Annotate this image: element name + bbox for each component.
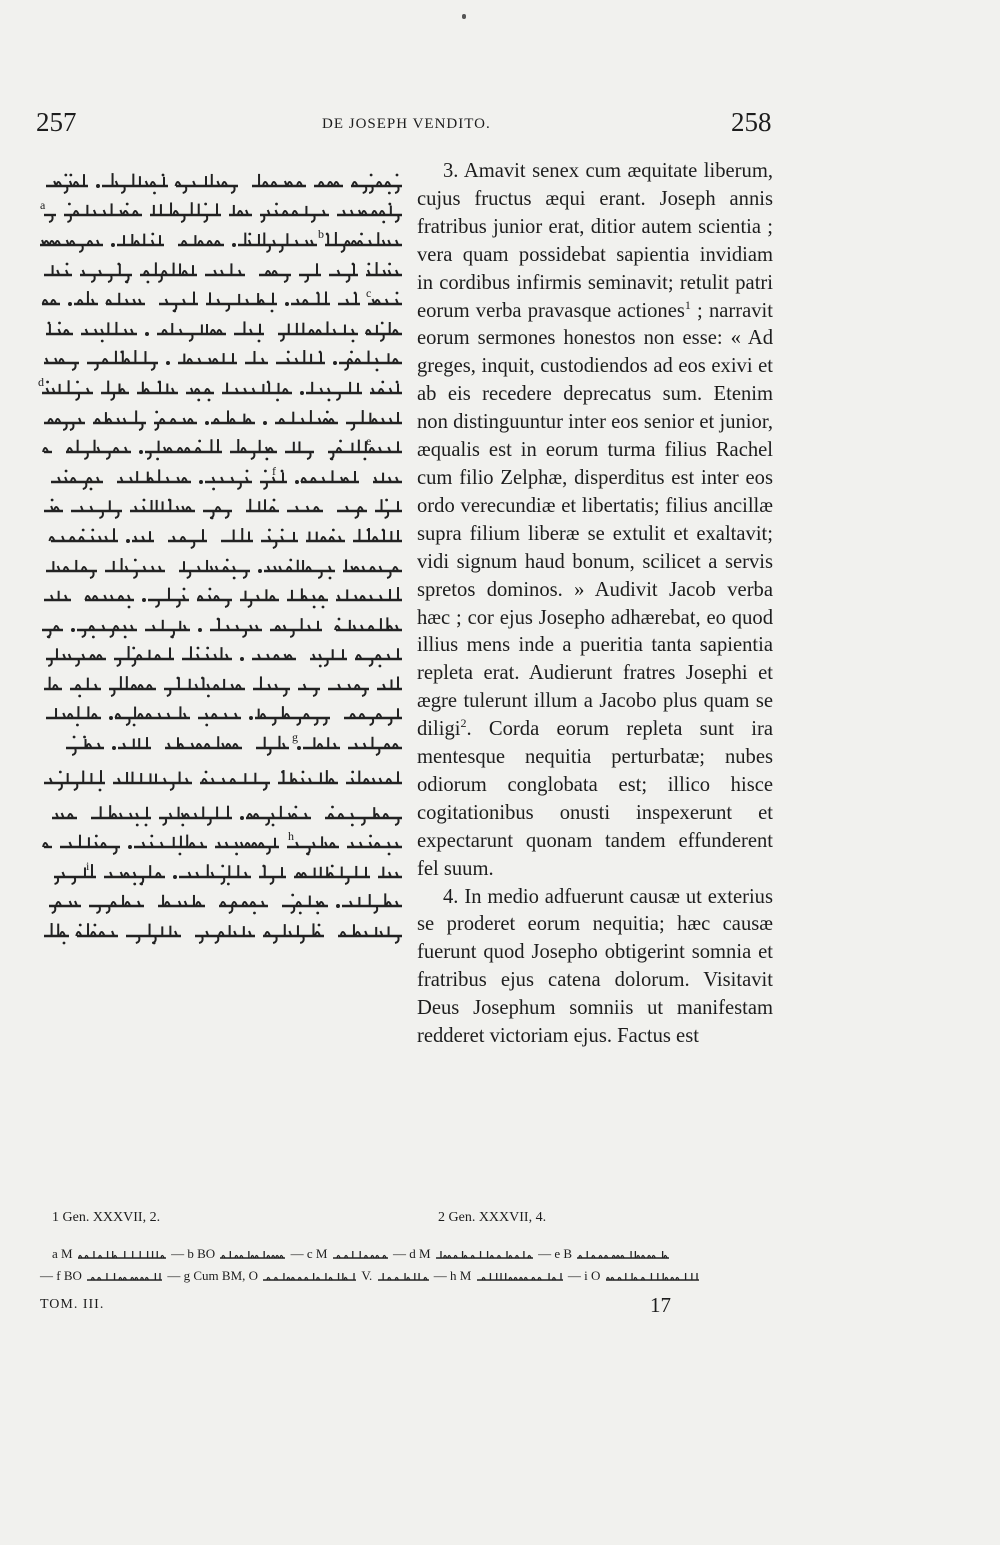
syriac-line [36, 494, 402, 524]
syriac-line [36, 346, 402, 376]
syriac-line [36, 316, 402, 346]
syriac-snippet [575, 1248, 671, 1262]
variant-ref-g: g [292, 730, 298, 745]
syriac-line [36, 730, 402, 760]
syriac-line [36, 168, 402, 198]
latin-paragraph-3: 3. Amavit senex cum æquitate liberum, cujus fructus æqui erant. Joseph annis fratribus junior erat, ditior autem scientia ; vera quam possidebat sapientia invidiam in cordibus infirmis seminavit; retulit patri eorum verba pravasque actiones$^1$ ; narravit eorum sermones honestos non esse: « Ad greges, inquit, custodiendos ad eos exivi et ab eis recedere deprecatus sum. Etenim non distinguuntur inter eos senior et junior, æqualis est in eorum turma filius Rachel cum filio Zelphæ, disperditus est inter eos ordo verecundiæ et libertatis; filius ancillæ supra filium liberæ se extulit et exaltavit; vidi signum haud bonum, scilicet a servis spretos dominos. » Audivit Jacob verba hæc ; cor ejus Josepho adhærebat, eo quod illius mens inde a pueritia tanta sapientia repleta erat. Audierunt fratres Josephi et ægre tulerunt illum a Jacobo plus quam se diligi$^2$. Corda eorum repleta sunt ira mentesque nequitia perturbatæ; nubes odiorum conglobata est; illico hisce cogitationibus onusti inspexerunt et expectarunt quonam tandem effunderent fel suum. [417, 160, 773, 880]
syriac-script-glyphs [42, 701, 402, 729]
syriac-line [36, 464, 402, 494]
footnote-left: 1 Gen. XXXVII, 2. [52, 1210, 161, 1225]
syriac-script-glyphs [42, 317, 402, 345]
variant-ref-f: f [272, 463, 276, 478]
variant-ref-b: b [318, 227, 324, 242]
footnote-right: 2 Gen. XXXVII, 4. [438, 1210, 547, 1225]
variants-line-2 [40, 1268, 760, 1284]
variant-ref-i: i [86, 859, 90, 874]
latin-paragraph-4: 4. In medio adfuerunt causæ ut exterius se proderet eorum nequitia; hæc causæ fuerunt quod Josepho obtigerint somnia et fratribus ejus catena dolorum. Visitavit Deus Josephum somniis ut manifestam redderet victoriam ejus. Factus est [417, 885, 773, 1048]
footnote-ref-1: 1 [684, 297, 691, 312]
syriac-script-glyphs [40, 830, 402, 858]
syriac-line [36, 198, 402, 228]
syriac-line [36, 829, 402, 859]
syriac-line [36, 582, 402, 612]
syriac-line [36, 286, 402, 316]
variant-siglum: — c M [290, 1246, 331, 1261]
syriac-line [36, 671, 402, 701]
syriac-column [36, 168, 402, 948]
syriac-script-glyphs [40, 766, 402, 794]
variant-siglum: — i O [567, 1268, 604, 1283]
variant-ref-c: c [366, 286, 372, 301]
syriac-script-glyphs [40, 860, 402, 888]
syriac-script-glyphs [40, 919, 402, 947]
syriac-script-glyphs [40, 524, 402, 552]
syriac-script-glyphs [40, 435, 402, 463]
syriac-line [36, 553, 402, 583]
syriac-script-glyphs [38, 287, 402, 315]
syriac-script-glyphs [40, 672, 402, 700]
syriac-line [36, 701, 402, 731]
syriac-script-glyphs [38, 613, 402, 641]
syriac-script-glyphs [62, 731, 402, 759]
page-number-right: 258 [731, 107, 772, 137]
variant-siglum: — h M [433, 1268, 475, 1283]
tome-label: TOM. III. [40, 1297, 105, 1312]
variant-ref-d: d [38, 375, 44, 390]
variant-siglum: — g Cum BM, O [167, 1268, 262, 1283]
syriac-line [36, 405, 402, 435]
ink-speck [462, 14, 466, 19]
syriac-script-glyphs [40, 258, 402, 286]
syriac-line [36, 859, 402, 889]
syriac-script-glyphs [38, 801, 402, 829]
syriac-snippet [76, 1248, 168, 1262]
syriac-script-glyphs [42, 554, 402, 582]
syriac-snippet [218, 1248, 287, 1262]
syriac-line [36, 375, 402, 405]
variant-siglum: — e B [538, 1246, 576, 1261]
syriac-script-glyphs [36, 228, 402, 256]
syriac-line [36, 889, 402, 919]
signature-number: 17 [650, 1293, 671, 1317]
syriac-snippet [85, 1270, 164, 1284]
syriac-snippet [376, 1270, 431, 1284]
variant-siglum: — b BO [171, 1246, 219, 1261]
syriac-script-glyphs [42, 889, 402, 917]
syriac-snippet [261, 1270, 358, 1284]
syriac-script-glyphs [40, 494, 402, 522]
running-title: DE JOSEPH VENDITO. [322, 116, 491, 132]
syriac-script-glyphs [40, 583, 402, 611]
page-number-left: 257 [36, 107, 77, 137]
variant-siglum: V. [361, 1268, 376, 1283]
syriac-line [36, 642, 402, 672]
syriac-line [36, 800, 402, 830]
syriac-line [36, 257, 402, 287]
syriac-script-glyphs [38, 376, 402, 404]
syriac-script-glyphs [42, 169, 402, 197]
syriac-line [36, 760, 402, 800]
syriac-snippet [434, 1248, 535, 1262]
syriac-snippet [604, 1270, 701, 1284]
variants-line-1 [52, 1246, 772, 1262]
variant-siglum: — f BO [40, 1268, 86, 1283]
syriac-snippet [475, 1270, 565, 1284]
syriac-script-glyphs [40, 198, 402, 226]
syriac-line [36, 523, 402, 553]
syriac-script-glyphs [40, 346, 402, 374]
syriac-script-glyphs [42, 642, 402, 670]
variant-siglum: — d M [393, 1246, 434, 1261]
syriac-line [36, 918, 402, 948]
latin-column [417, 158, 773, 1051]
variant-ref-h: h [288, 829, 294, 844]
syriac-line [36, 612, 402, 642]
variant-ref-a: a [40, 197, 46, 212]
syriac-line [36, 434, 402, 464]
syriac-script-glyphs [40, 406, 402, 434]
variant-siglum: a M [52, 1246, 76, 1261]
syriac-snippet [331, 1248, 390, 1262]
footnote-ref-2: 2 [460, 716, 467, 731]
syriac-line [36, 227, 402, 257]
syriac-script-glyphs [38, 465, 402, 493]
variant-ref-e: e [366, 434, 372, 449]
